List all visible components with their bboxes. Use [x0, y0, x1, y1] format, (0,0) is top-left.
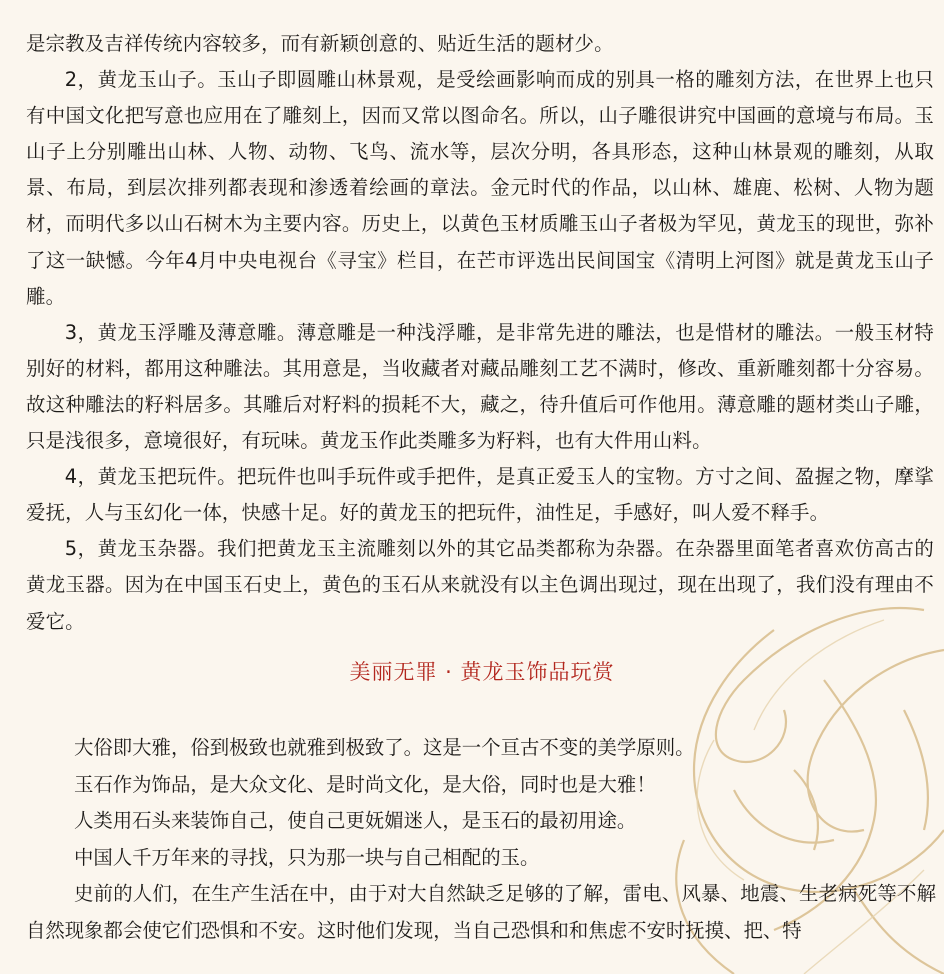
opening-line: 是宗教及吉祥传统内容较多，而有新颖创意的、贴近生活的题材少。 [26, 32, 614, 55]
paragraph-shanzi: 2，黄龙玉山子。玉山子即圆雕山林景观，是受绘画影响而成的别具一格的雕刻方法，在世界上也只有中国文化把写意也应用在了雕刻上，因而又常以图命名。所以，山子雕很讲究中国画的意境与布局。玉山子上分别雕出山林、人物、动物、飞鸟、流水等，层次分明，各具形态，这种山林景观的雕刻，从取景、布局，到层次排列都表现和渗透着绘画的章法。金元时代的作品，以山林、雄鹿、松树、人物为题材，而明代多以山石树木为主要内容。历史上，以黄色玉材质雕玉山子者极为罕见，黄龙玉的现世，弥补了这一缺憾。今年4月中央电视台《寻宝》栏目，在芒市评选出民间国宝《清明上河图》就是黄龙玉山子雕。 [26, 68, 934, 308]
paragraph-misc: 5，黄龙玉杂器。我们把黄龙玉主流雕刻以外的其它品类都称为杂器。在杂器里面笔者喜欢仿高古的黄龙玉器。因为在中国玉石史上，黄色的玉石从来就没有以主色调出现过，现在出现了，我们没有理由不爱它。 [26, 537, 934, 633]
poem-block [26, 730, 936, 950]
poem-line: 大俗即大雅，俗到极致也就雅到极致了。这是一个亘古不变的美学原则。 [74, 736, 695, 759]
poem-line: 中国人千万年来的寻找，只为那一块与自己相配的玉。 [74, 845, 540, 869]
paragraph-handpiece: 4，黄龙玉把玩件。把玩件也叫手玩件或手把件，是真正爱玉人的宝物。方寸之间、盈握之物，摩挲爱抚，人与玉幻化一体，快感十足。好的黄龙玉的把玩件，油性足，手感好，叫人爱不释手。 [26, 465, 934, 525]
section-title: 美丽无罪 · 黄龙玉饰品玩赏 [349, 660, 615, 684]
final-paragraph-text: 史前的人们，在生产生活在中，由于对大自然缺乏足够的了解，雷电、风暴、地震、生老病死等不解自然现象都会使它们恐惧和不安。这时他们发现，当自己恐惧和和焦虑不安时抚摸、把、特 [26, 882, 936, 942]
poem-line: 人类用石头来装饰自己，使自己更妩媚迷人，是玉石的最初用途。 [74, 809, 637, 833]
article-body [26, 26, 934, 640]
paragraph-relief: 3，黄龙玉浮雕及薄意雕。薄意雕是一种浅浮雕，是非常先进的雕法，也是惜材的雕法。一般玉材特别好的材料，都用这种雕法。其用意是，当收藏者对藏品雕刻工艺不满时，修改、重新雕刻都十分容易。故这种雕法的籽料居多。其雕后对籽料的损耗不大，藏之，待升值后可作他用。薄意雕的题材类山子雕，只是浅很多，意境很好，有玩味。黄龙玉作此类雕多为籽料，也有大件用山料。 [26, 320, 934, 453]
final-paragraph [26, 876, 936, 949]
poem-line: 玉石作为饰品，是大众文化、是时尚文化，是大俗，同时也是大雅！ [74, 772, 656, 796]
